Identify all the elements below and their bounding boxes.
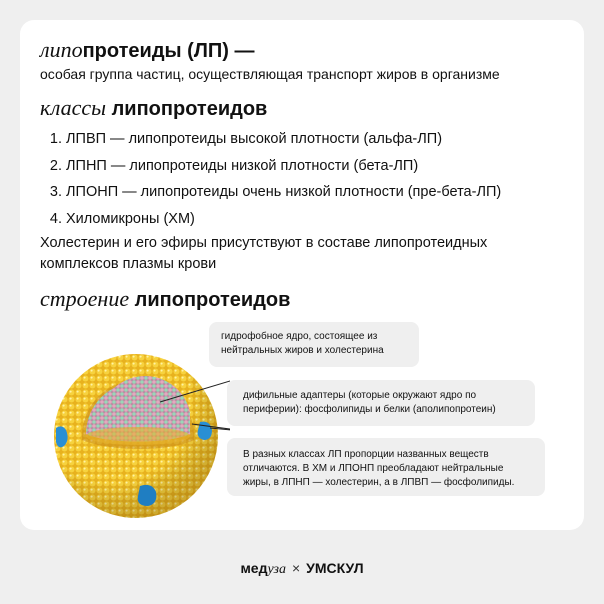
brand-umskul: УМСКУЛ — [306, 560, 364, 576]
title-bold: протеиды (ЛП) — — [82, 40, 255, 62]
page-subtitle: особая группа частиц, осуществляющая транспорт жиров в организме — [40, 66, 500, 82]
classes-heading — [40, 95, 267, 121]
callout-adapters: дифильные адаптеры (которые окружают ядро по периферии): фосфолипиды и белки (аполипопротеин) — [227, 380, 535, 426]
list-item: 2. ЛПНП — липопротеиды низкой плотности (бета-ЛП) — [66, 153, 501, 180]
classes-heading-bold: липопротеидов — [111, 98, 268, 120]
structure-heading-bold: липопротеидов — [134, 289, 291, 311]
footer-brands — [0, 560, 604, 578]
callout-core: гидрофобное ядро, состоящее из нейтральных жиров и холестерина — [209, 322, 419, 367]
list-item: 3. ЛПОНП — липопротеиды очень низкой плотности (пре-бета-ЛП) — [66, 179, 501, 206]
cholesterol-note: Холестерин и его эфиры присутствуют в составе липопротеидных комплексов плазмы крови — [40, 235, 488, 272]
list-item: 4. Хиломикроны (ХМ) — [66, 206, 501, 233]
structure-heading — [40, 286, 290, 312]
page-title — [40, 37, 254, 63]
info-card — [20, 20, 584, 530]
structure-heading-italic: строение — [40, 286, 130, 311]
cross-icon: × — [291, 560, 301, 576]
lipoprotein-illustration — [40, 340, 230, 530]
apolipoprotein-icon — [138, 485, 157, 506]
list-item: 1. ЛПВП — липопротеиды высокой плотности (альфа-ЛП) — [66, 126, 501, 153]
callout-proportions: В разных классах ЛП пропорции названных веществ отличаются. В ХМ и ЛПОНП преобладают нейтральные жиры, в ЛПНП — холестерин, а в ЛПВП — фосфолипиды. — [227, 438, 545, 496]
classes-list — [40, 126, 501, 232]
classes-heading-italic: классы — [40, 95, 107, 120]
title-italic: липо — [40, 37, 83, 62]
brand-meduza: медуза — [240, 560, 286, 577]
